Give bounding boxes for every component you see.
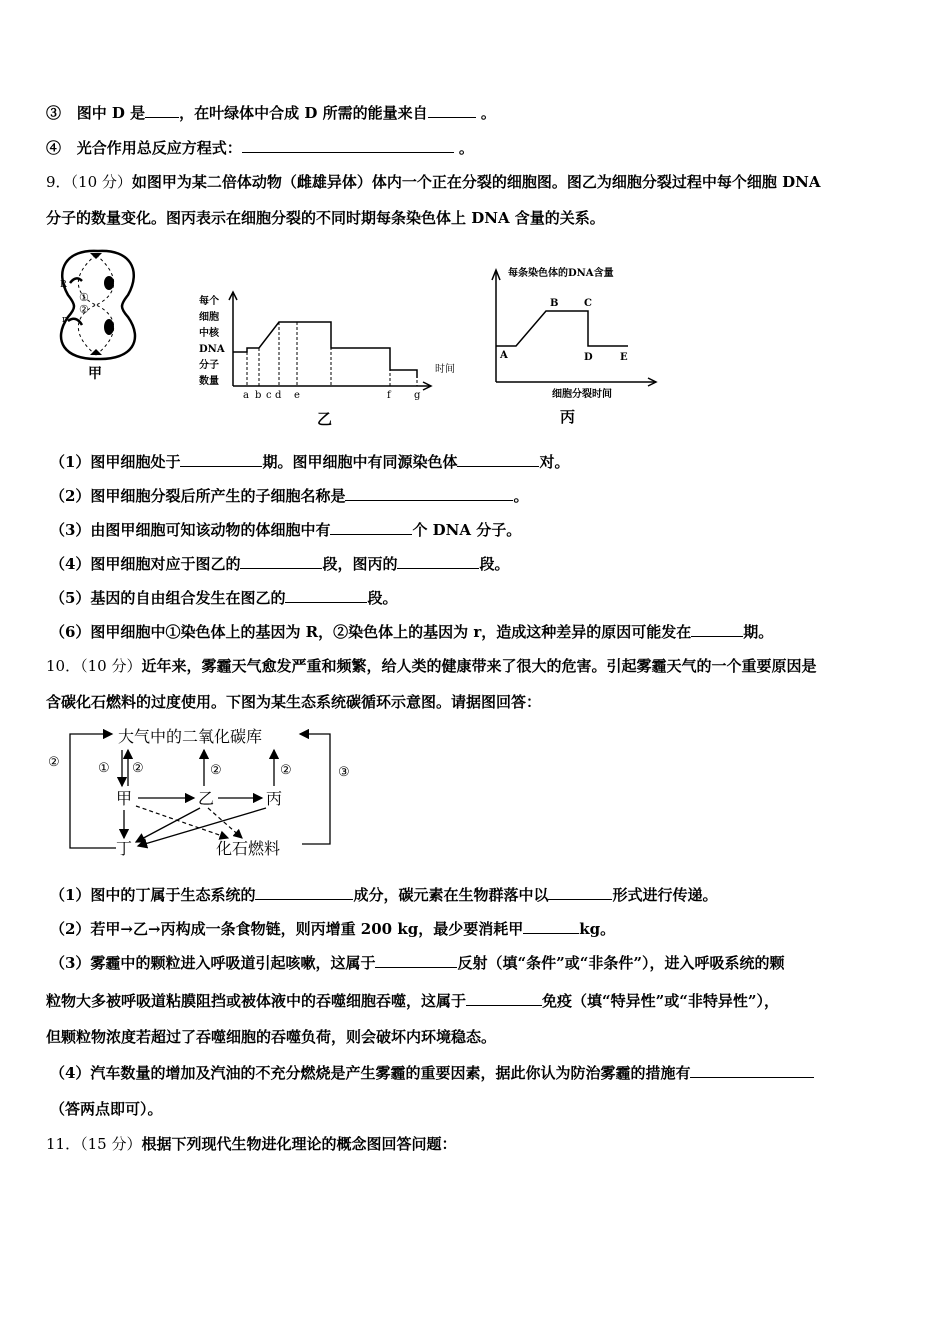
figure-jia-caption: 甲 xyxy=(88,366,102,382)
chromosome-2-label: ② xyxy=(79,303,89,316)
point-label: B xyxy=(550,298,559,309)
dna-curve xyxy=(496,311,628,346)
node-ding: 丁 xyxy=(116,839,133,858)
answer-blank[interactable] xyxy=(255,885,353,900)
q10-sub3-line2: 粒物大多被呼吸道粘膜阻挡或被体液中的吞噬细胞吞噬，这属于 免疫（填“特异性”或“非特异性”）， xyxy=(46,992,780,1010)
node-yi: 乙 xyxy=(198,789,215,808)
answer-blank[interactable] xyxy=(457,452,539,467)
y-label-line: 数量 xyxy=(199,376,219,387)
x-tick: e xyxy=(294,390,300,401)
answer-blank[interactable] xyxy=(242,138,454,153)
q8-item3: ③ 图中 D 是 ，在叶绿体中合成 D 所需的能量来自 。 xyxy=(46,104,496,122)
x-tick: c xyxy=(266,390,272,401)
point-label: E xyxy=(620,352,628,363)
answer-blank[interactable] xyxy=(375,953,457,968)
carbon-cycle-diagram xyxy=(46,722,366,862)
chromosome-lower-right xyxy=(104,319,114,335)
chromosome-1-label: ① xyxy=(79,291,89,304)
q9-sub6: （6）图甲细胞中①染色体上的基因为 R，②染色体上的基因为 r，造成这种差异的原因可能发在 期。 xyxy=(50,623,774,641)
figure-bing-chart xyxy=(488,258,666,434)
q10-stem-line2: 含碳化石燃料的过度使用。下图为某生态系统碳循环示意图。请据图回答： xyxy=(46,693,542,711)
point-label: A xyxy=(500,350,508,361)
arrow-fossil-to-atmosphere xyxy=(300,734,330,844)
y-label-line: 细胞 xyxy=(199,312,219,323)
x-tick: f xyxy=(387,390,391,401)
answer-blank[interactable] xyxy=(285,588,367,603)
q10-sub4-line1: （4）汽车数量的增加及汽油的不充分燃烧是产生雾霾的重要因素，据此你认为防治雾霾的措施有 xyxy=(50,1063,814,1083)
centrosome-bottom xyxy=(90,349,102,355)
question-number: 9．（10 分） xyxy=(46,173,132,191)
chromosome-upper-right xyxy=(104,276,114,290)
item-marker: ④ xyxy=(46,139,62,157)
q9-stem-line2: 分子的数量变化。图丙表示在细胞分裂的不同时期每条染色体上 DNA 含量的关系。 xyxy=(46,209,605,227)
cell-outline xyxy=(61,251,135,359)
chromosome-lower-left xyxy=(68,319,82,325)
y-label-line: DNA xyxy=(199,344,225,355)
q9-sub1: （1）图甲细胞处于 期。图甲细胞中有同源染色体 对。 xyxy=(50,453,570,471)
q10-sub2: （2）若甲→乙→丙构成一条食物链，则丙增重 200 kg，最少要消耗甲 kg。 xyxy=(50,920,616,938)
q11-stem: 11．（15 分）根据下列现代生物进化理论的概念图回答问题： xyxy=(46,1135,457,1153)
q10-sub3-line1: （3）雾霾中的颗粒进入呼吸道引起咳嗽，这属于 反射（填“条件”或“非条件”），进入呼吸系统的颗 xyxy=(50,954,785,972)
label-R: R xyxy=(60,280,67,290)
q9-sub4: （4）图甲细胞对应于图乙的 段，图丙的 段。 xyxy=(50,555,510,573)
q9-sub2: （2）图甲细胞分裂后所产生的子细胞名称是 。 xyxy=(50,487,529,505)
y-label-line: 中核 xyxy=(199,328,219,339)
figure-yi-caption: 乙 xyxy=(317,410,333,428)
answer-blank[interactable] xyxy=(180,452,262,467)
answer-blank[interactable] xyxy=(548,885,612,900)
atmosphere-co2-pool: 大气中的二氧化碳库 xyxy=(118,727,263,746)
process-label-2: ② xyxy=(48,755,60,770)
process-label-2: ② xyxy=(132,761,144,776)
figure-bing-caption: 丙 xyxy=(560,408,576,426)
answer-blank[interactable] xyxy=(345,486,513,501)
q9-sub3: （3）由图甲细胞可知该动物的体细胞中有 个 DNA 分子。 xyxy=(50,521,522,539)
x-tick: d xyxy=(275,390,282,401)
q10-stem-line1: 10．（10 分）近年来，雾霾天气愈发严重和频繁，给人类的健康带来了很大的危害。引起雾霾天气的一个重要原因是 xyxy=(46,657,817,675)
figure-jia-cell xyxy=(46,245,150,385)
answer-blank[interactable] xyxy=(690,1063,814,1078)
chromosome-upper-left xyxy=(70,278,82,283)
centrosome-top xyxy=(90,253,102,259)
answer-blank[interactable] xyxy=(397,554,479,569)
q8-item4: ④ 光合作用总反应方程式： 。 xyxy=(46,139,474,157)
answer-blank[interactable] xyxy=(466,991,542,1006)
y-label-line: 每个 xyxy=(199,296,219,307)
figure-yi-chart xyxy=(195,290,470,430)
question-number: 11．（15 分） xyxy=(46,1135,142,1153)
item-marker: ③ xyxy=(46,104,62,122)
y-label-line: 分子 xyxy=(199,360,219,371)
answer-blank[interactable] xyxy=(691,622,743,637)
answer-blank[interactable] xyxy=(428,103,476,118)
dashed-arrow-yi-to-fossil xyxy=(208,808,242,838)
dna-curve xyxy=(233,322,417,378)
answer-blank[interactable] xyxy=(240,554,322,569)
q10-sub3-line3: 但颗粒物浓度若超过了吞噬细胞的吞噬负荷，则会破坏内环境稳态。 xyxy=(46,1028,497,1046)
q9-sub5: （5）基因的自由组合发生在图乙的 段。 xyxy=(50,589,398,607)
process-label-2: ② xyxy=(210,763,222,778)
question-number: 10．（10 分） xyxy=(46,657,142,675)
x-axis-label: 时间 xyxy=(435,364,455,375)
answer-blank[interactable] xyxy=(330,520,412,535)
process-label-1: ① xyxy=(98,761,110,776)
y-axis-label: 每条染色体的DNA含量 xyxy=(508,268,614,279)
q10-sub1: （1）图中的丁属于生态系统的 成分，碳元素在生物群落中以 形式进行传递。 xyxy=(50,886,718,904)
process-label-3: ③ xyxy=(338,765,350,780)
x-tick: a xyxy=(243,390,249,401)
label-r: r xyxy=(62,315,67,325)
answer-blank[interactable] xyxy=(523,919,579,934)
process-label-2: ② xyxy=(280,763,292,778)
x-tick: b xyxy=(255,390,262,401)
node-fossil-fuel: 化石燃料 xyxy=(216,839,281,858)
arrow-ding-to-atmosphere xyxy=(70,734,116,848)
q10-sub4-line2: （答两点即可）。 xyxy=(50,1100,163,1118)
point-label: C xyxy=(584,298,592,309)
point-label: D xyxy=(584,352,593,363)
answer-blank[interactable] xyxy=(145,103,179,118)
node-jia: 甲 xyxy=(116,789,133,808)
q9-stem-line1: 9．（10 分）如图甲为某二倍体动物（雌雄异体）体内一个正在分裂的细胞图。图乙为细胞分裂过程中每个细胞 DNA xyxy=(46,173,821,191)
x-axis-label: 细胞分裂时间 xyxy=(552,389,612,400)
node-bing: 丙 xyxy=(266,789,283,808)
x-tick: g xyxy=(414,390,421,401)
